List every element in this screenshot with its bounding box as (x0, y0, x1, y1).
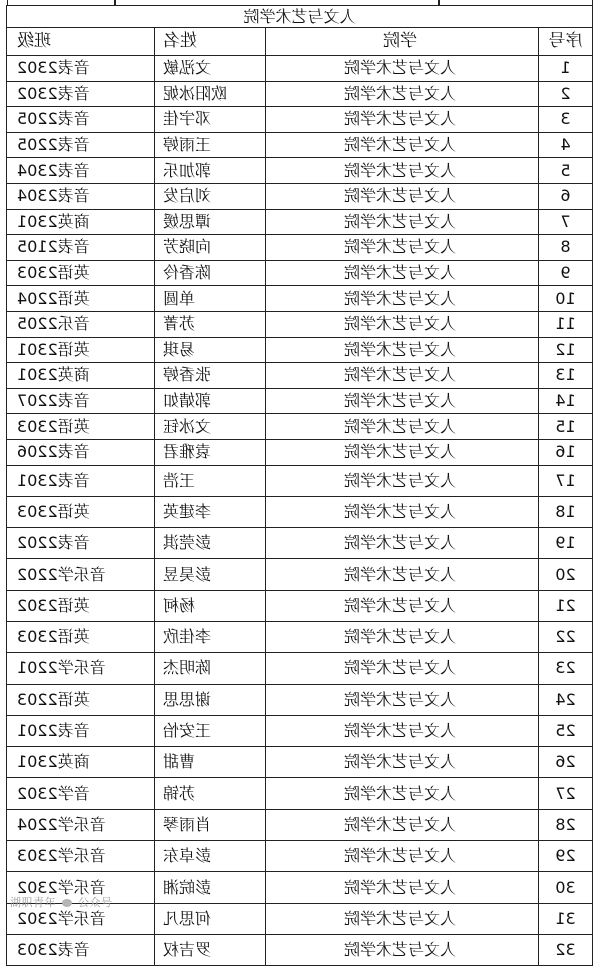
cell-college: 人文与艺术学院 (266, 414, 539, 440)
cell-index: 22 (539, 621, 593, 652)
cell-index: 10 (539, 286, 593, 312)
cell-college: 人文与艺术学院 (266, 363, 539, 389)
cell-class: 音表2205 (6, 107, 154, 133)
table-title: 人文与艺术学院 (6, 6, 592, 28)
cell-college: 人文与艺术学院 (266, 337, 539, 363)
cell-class: 英语2303 (6, 260, 154, 286)
cell-name: 文泓敏 (155, 56, 266, 82)
table-row (6, 934, 592, 965)
cell-college: 人文与艺术学院 (266, 496, 539, 527)
cell-class: 英语2203 (6, 684, 154, 715)
table-row (6, 158, 592, 184)
cell-class: 音表2302 (6, 81, 154, 107)
table-row (6, 809, 592, 840)
cell-index: 3 (539, 107, 593, 133)
cell-class: 音表2202 (6, 528, 154, 559)
cell-class: 音乐2205 (6, 311, 154, 337)
table-row (6, 841, 592, 872)
cell-index: 15 (539, 414, 593, 440)
cell-college: 人文与艺术学院 (266, 621, 539, 652)
cell-index: 13 (539, 363, 593, 389)
cell-name: 曹甜 (155, 747, 266, 778)
cell-name: 张香婷 (155, 363, 266, 389)
cell-name: 陈明杰 (155, 653, 266, 684)
cell-index: 25 (539, 715, 593, 746)
table-row (6, 337, 592, 363)
table-row (6, 621, 592, 652)
table-header-row (6, 28, 592, 56)
cell-index: 4 (539, 132, 593, 158)
table-row (6, 209, 592, 235)
cell-class: 音学2302 (6, 778, 154, 809)
cell-name: 肖雨琴 (155, 809, 266, 840)
cell-index: 8 (539, 235, 593, 261)
cell-college: 人文与艺术学院 (266, 286, 539, 312)
cell-index: 2 (539, 81, 593, 107)
table-row (6, 715, 592, 746)
cell-name: 何思凡 (155, 903, 266, 934)
cell-name: 彭莞淇 (155, 528, 266, 559)
cell-college: 人文与艺术学院 (266, 903, 539, 934)
table-row (6, 684, 592, 715)
cell-name: 袁雅君 (155, 439, 266, 465)
cell-name: 彭卓东 (155, 841, 266, 872)
cell-name: 杨柯 (155, 590, 266, 621)
cell-class: 音表2302 (6, 56, 154, 82)
cell-name: 王浩 (155, 465, 266, 496)
header-class: 班级 (6, 28, 154, 56)
header-name: 姓名 (155, 28, 266, 56)
table-row (6, 132, 592, 158)
table-row (6, 747, 592, 778)
cell-class: 英语2301 (6, 337, 154, 363)
cell-college: 人文与艺术学院 (266, 841, 539, 872)
cell-class: 商英2301 (6, 363, 154, 389)
cell-college: 人文与艺术学院 (266, 590, 539, 621)
cell-college: 人文与艺术学院 (266, 559, 539, 590)
cell-college: 人文与艺术学院 (266, 684, 539, 715)
table-row (6, 311, 592, 337)
cell-index: 11 (539, 311, 593, 337)
cell-index: 32 (539, 934, 593, 965)
cell-college: 人文与艺术学院 (266, 809, 539, 840)
cell-name: 文冰钰 (155, 414, 266, 440)
cell-college: 人文与艺术学院 (266, 209, 539, 235)
cell-index: 27 (539, 778, 593, 809)
cell-college: 人文与艺术学院 (266, 235, 539, 261)
cell-name: 李建英 (155, 496, 266, 527)
cell-index: 23 (539, 653, 593, 684)
cell-name: 谢思思 (155, 684, 266, 715)
cell-index: 16 (539, 439, 593, 465)
cell-class: 音表2303 (6, 934, 154, 965)
cell-name: 郭婧如 (155, 388, 266, 414)
cell-class: 音表2201 (6, 715, 154, 746)
table-row (6, 465, 592, 496)
cell-name: 彭昊昱 (155, 559, 266, 590)
cell-class: 音乐学2302 (6, 903, 154, 934)
header-index: 序号 (539, 28, 593, 56)
cell-college: 人文与艺术学院 (266, 311, 539, 337)
table-row (6, 439, 592, 465)
cell-college: 人文与艺术学院 (266, 747, 539, 778)
header-college: 学院 (266, 28, 539, 56)
cell-college: 人文与艺术学院 (266, 260, 539, 286)
table-row (6, 107, 592, 133)
cell-name: 欧阳冰妮 (155, 81, 266, 107)
cell-class: 音表2304 (6, 158, 154, 184)
watermark-text-a: 公众号 (78, 896, 113, 909)
cell-index: 14 (539, 388, 593, 414)
table-row (6, 496, 592, 527)
table-row (6, 56, 592, 82)
cell-class: 音表2205 (6, 132, 154, 158)
table-row (6, 559, 592, 590)
table-row (6, 778, 592, 809)
table-row (6, 260, 592, 286)
table-row (6, 388, 592, 414)
table-row (6, 414, 592, 440)
cell-class: 音乐学2302 (6, 872, 154, 903)
table-row (6, 183, 592, 209)
cell-class: 英语2303 (6, 496, 154, 527)
cell-class: 音表2207 (6, 388, 154, 414)
cell-index: 26 (539, 747, 593, 778)
cell-class: 音表2301 (6, 465, 154, 496)
cell-index: 17 (539, 465, 593, 496)
table-row (6, 286, 592, 312)
cell-index: 12 (539, 337, 593, 363)
cell-class: 英语2302 (6, 590, 154, 621)
watermark-text-b: 湖职青年 (10, 896, 56, 909)
table-row (6, 81, 592, 107)
cell-college: 人文与艺术学院 (266, 107, 539, 133)
cell-class: 商英2301 (6, 747, 154, 778)
cell-college: 人文与艺术学院 (266, 388, 539, 414)
cell-class: 英语2303 (6, 621, 154, 652)
cell-index: 9 (539, 260, 593, 286)
cell-index: 19 (539, 528, 593, 559)
cell-name: 陈香伶 (155, 260, 266, 286)
cell-college: 人文与艺术学院 (266, 56, 539, 82)
cell-index: 28 (539, 809, 593, 840)
cell-name: 罗吉权 (155, 934, 266, 965)
table-row (6, 235, 592, 261)
cell-class: 音表2304 (6, 183, 154, 209)
cell-college: 人文与艺术学院 (266, 158, 539, 184)
cell-index: 7 (539, 209, 593, 235)
cell-name: 郭加乐 (155, 158, 266, 184)
cell-name: 李佳欣 (155, 621, 266, 652)
cell-college: 人文与艺术学院 (266, 183, 539, 209)
cell-name: 王安怡 (155, 715, 266, 746)
cell-name: 苏锦 (155, 778, 266, 809)
cell-college: 人文与艺术学院 (266, 653, 539, 684)
cell-name: 王雨婷 (155, 132, 266, 158)
cell-college: 人文与艺术学院 (266, 132, 539, 158)
cell-name: 单圆 (155, 286, 266, 312)
cell-college: 人文与艺术学院 (266, 778, 539, 809)
wechat-icon (62, 899, 72, 907)
table-row (6, 528, 592, 559)
cell-index: 30 (539, 872, 593, 903)
watermark (10, 894, 113, 910)
cell-index: 20 (539, 559, 593, 590)
cell-college: 人文与艺术学院 (266, 528, 539, 559)
cell-college: 人文与艺术学院 (266, 81, 539, 107)
cell-name: 易琪 (155, 337, 266, 363)
cell-class: 商英2301 (6, 209, 154, 235)
cell-index: 24 (539, 684, 593, 715)
cell-class: 音表2105 (6, 235, 154, 261)
cell-index: 1 (539, 56, 593, 82)
cell-name: 苏菁 (155, 311, 266, 337)
cell-class: 音乐学2204 (6, 809, 154, 840)
cell-college: 人文与艺术学院 (266, 934, 539, 965)
cell-class: 音乐学2303 (6, 841, 154, 872)
cell-class: 音表2206 (6, 439, 154, 465)
cell-college: 人文与艺术学院 (266, 439, 539, 465)
cell-index: 5 (539, 158, 593, 184)
cell-class: 音乐学2201 (6, 653, 154, 684)
cell-name: 向晓芳 (155, 235, 266, 261)
cell-index: 18 (539, 496, 593, 527)
cell-name: 彭皖湘 (155, 872, 266, 903)
cell-college: 人文与艺术学院 (266, 872, 539, 903)
cell-index: 29 (539, 841, 593, 872)
cell-college: 人文与艺术学院 (266, 465, 539, 496)
cell-class: 音乐学2202 (6, 559, 154, 590)
cell-index: 6 (539, 183, 593, 209)
cell-class: 英语2204 (6, 286, 154, 312)
cell-class: 英语2303 (6, 414, 154, 440)
cell-college: 人文与艺术学院 (266, 715, 539, 746)
cell-name: 邓宇佳 (155, 107, 266, 133)
table-row (6, 363, 592, 389)
cell-index: 31 (539, 903, 593, 934)
cell-index: 21 (539, 590, 593, 621)
table-row (6, 653, 592, 684)
cell-name: 谭思媛 (155, 209, 266, 235)
roster-table (6, 5, 593, 966)
table-row (6, 590, 592, 621)
cell-name: 刘启发 (155, 183, 266, 209)
table-title-row (6, 6, 592, 28)
